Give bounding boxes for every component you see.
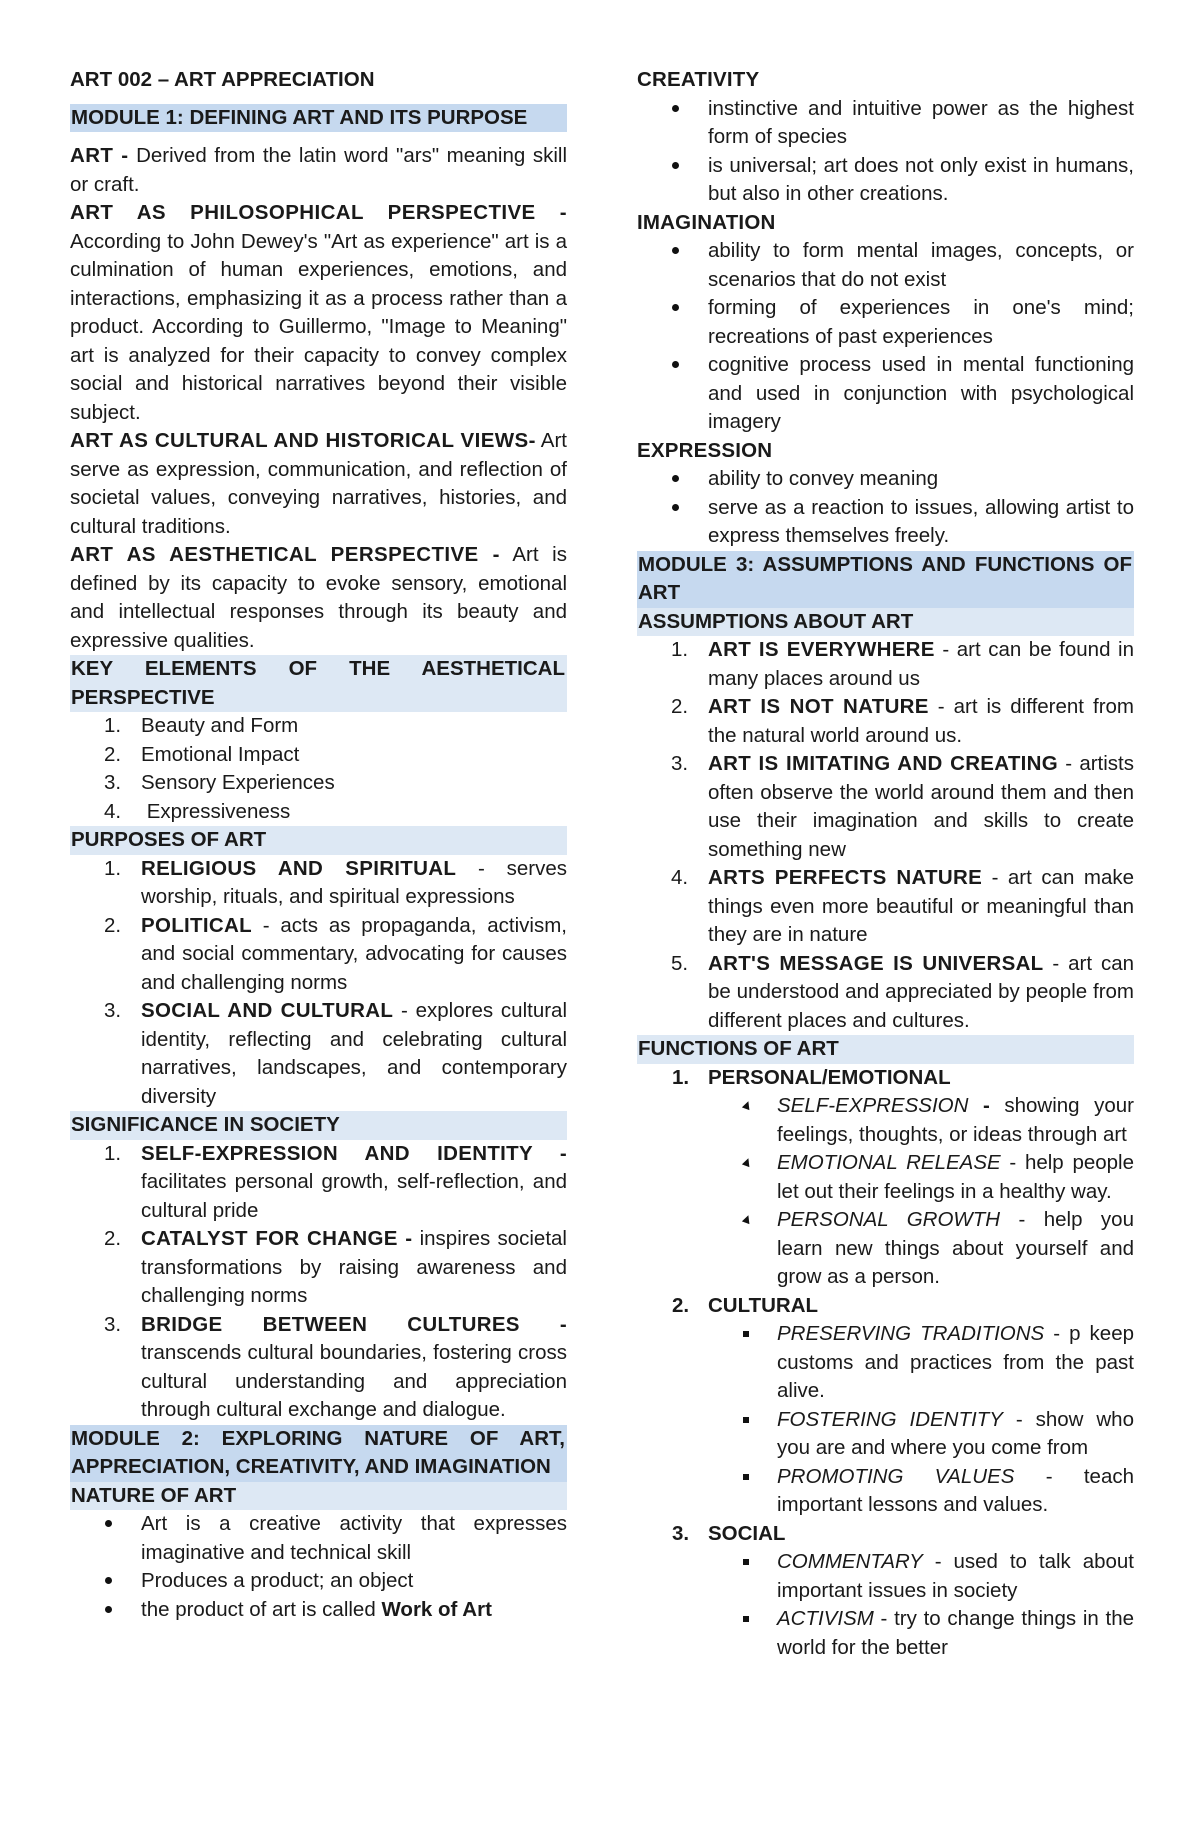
list-item: serve as a reaction to issues, allowing artist to express themselves freely.: [637, 494, 1134, 551]
assumptions-heading: ASSUMPTIONS ABOUT ART: [637, 608, 1134, 637]
function-social: 3. SOCIAL: [672, 1521, 786, 1545]
creativity-list: [637, 95, 1134, 209]
list-item: Art is a creative activity that expresses imaginative and technical skill: [70, 1510, 567, 1567]
list-item: COMMENTARY - used to talk about important issues in society: [637, 1548, 1134, 1605]
arrow-bullet-icon: [742, 1100, 752, 1110]
list-item: 2. POLITICAL - acts as propaganda, activism, and social commentary, advocating for causes and challenging norms: [104, 913, 567, 994]
list-item: 1. Beauty and Form: [104, 714, 299, 737]
assumptions-list: [637, 636, 1134, 1035]
list-item: EMOTIONAL RELEASE - help people let out their feelings in a healthy way.: [637, 1149, 1134, 1206]
list-item: 1. RELIGIOUS AND SPIRITUAL - serves worship, rituals, and spiritual expressions: [104, 856, 567, 908]
list-item: FOSTERING IDENTITY - show who you are and where you come from: [637, 1406, 1134, 1463]
cultural-historical-views: ART AS CULTURAL AND HISTORICAL VIEWS- Art serve as expression, communication, and reflection of societal values, conveying narratives, histories, and cultural traditions.: [70, 429, 567, 538]
bullet-icon: [105, 1520, 112, 1527]
list-item: Produces a product; an object: [70, 1567, 567, 1596]
square-bullet-icon: [743, 1331, 749, 1337]
square-bullet-icon: [743, 1559, 749, 1565]
list-item: ability to convey meaning: [637, 465, 1134, 494]
bullet-icon: [672, 361, 679, 368]
module-1-heading: MODULE 1: DEFINING ART AND ITS PURPOSE: [70, 104, 567, 133]
imagination-list: [637, 237, 1134, 437]
list-item: 2. CATALYST FOR CHANGE - inspires societal transformations by raising awareness and challenging norms: [104, 1227, 567, 1307]
list-item: 2. Emotional Impact: [104, 742, 300, 766]
philosophical-perspective: ART AS PHILOSOPHICAL PERSPECTIVE - According to John Dewey's "Art as experience" art is a culmination of human experiences, emotions, and interactions, emphasizing it as a process rather than a product. According to Guillermo, "Image to Meaning" art is analyzed for their capacity to convey complex social and historical narratives beyond their visible subject.: [70, 201, 567, 424]
bullet-icon: [672, 304, 679, 311]
imagination-heading: IMAGINATION: [637, 210, 776, 234]
functions-heading: FUNCTIONS OF ART: [637, 1035, 1134, 1064]
list-item: 3. BRIDGE BETWEEN CULTURES - transcends cultural boundaries, fostering cross cultural understanding and appreciation through cultural exchange and dialogue.: [104, 1312, 567, 1421]
document-title: ART 002 – ART APPRECIATION: [70, 68, 375, 91]
key-elements-list: [70, 712, 567, 826]
bullet-icon: [672, 504, 679, 511]
expression-heading: EXPRESSION: [637, 438, 773, 462]
cultural-list: [637, 1320, 1134, 1520]
list-item: PRESERVING TRADITIONS - p keep customs and practices from the past alive.: [637, 1320, 1134, 1406]
list-item: ACTIVISM - try to change things in the world for the better: [637, 1605, 1134, 1662]
significance-list: [70, 1140, 567, 1425]
expression-list: [637, 465, 1134, 551]
nature-of-art-heading: NATURE OF ART: [70, 1482, 567, 1511]
square-bullet-icon: [743, 1417, 749, 1423]
list-item: SELF-EXPRESSION - showing your feelings, thoughts, or ideas through art: [637, 1092, 1134, 1149]
list-item: 5. ART'S MESSAGE IS UNIVERSAL - art can be understood and appreciated by people from different places and cultures.: [671, 951, 1134, 1032]
square-bullet-icon: [743, 1474, 749, 1480]
bullet-icon: [672, 162, 679, 169]
list-item: 4. Expressiveness: [104, 799, 291, 823]
right-column: [637, 66, 1134, 1662]
aesthetical-perspective: ART AS AESTHETICAL PERSPECTIVE - Art is defined by its capacity to evoke sensory, emotional and intellectual responses through its beauty and expressive qualities.: [70, 543, 567, 652]
list-item: forming of experiences in one's mind; recreations of past experiences: [637, 294, 1134, 351]
left-column: [70, 66, 567, 1624]
arrow-bullet-icon: [742, 1157, 752, 1167]
function-personal-emotional: 1. PERSONAL/EMOTIONAL: [672, 1065, 951, 1089]
list-item: 3. Sensory Experiences: [104, 771, 335, 794]
list-item: 3. ART IS IMITATING AND CREATING - artists often observe the world around them and then use their imagination and skills to create something new: [671, 752, 1134, 861]
list-item: 1. ART IS EVERYWHERE - art can be found in many places around us: [671, 638, 1134, 690]
bullet-icon: [672, 247, 679, 254]
list-item: is universal; art does not only exist in humans, but also in other creations.: [637, 152, 1134, 209]
social-list: [637, 1548, 1134, 1662]
module-2-heading: MODULE 2: EXPLORING NATURE OF ART, APPRECIATION, CREATIVITY, AND IMAGINATION: [70, 1425, 567, 1482]
list-item: the product of art is called Work of Art: [70, 1596, 567, 1625]
function-cultural: 2. CULTURAL: [672, 1293, 819, 1317]
purposes-list: [70, 855, 567, 1112]
purposes-heading: PURPOSES OF ART: [70, 826, 567, 855]
list-item: 2. ART IS NOT NATURE - art is different from the natural world around us.: [671, 695, 1135, 747]
list-item: cognitive process used in mental functioning and used in conjunction with psychological imagery: [637, 351, 1134, 437]
arrow-bullet-icon: [742, 1214, 752, 1224]
personal-emotional-list: [637, 1092, 1134, 1292]
list-item: PERSONAL GROWTH - help you learn new things about yourself and grow as a person.: [637, 1206, 1134, 1292]
bullet-icon: [672, 475, 679, 482]
significance-heading: SIGNIFICANCE IN SOCIETY: [70, 1111, 567, 1140]
list-item: PROMOTING VALUES - teach important lessons and values.: [637, 1463, 1134, 1520]
module-3-heading: MODULE 3: ASSUMPTIONS AND FUNCTIONS OF ART: [637, 551, 1134, 608]
list-item: ability to form mental images, concepts, or scenarios that do not exist: [637, 237, 1134, 294]
nature-of-art-list: [70, 1510, 567, 1624]
bullet-icon: [672, 105, 679, 112]
key-elements-heading: KEY ELEMENTS OF THE AESTHETICAL PERSPECTIVE: [70, 655, 567, 712]
list-item: instinctive and intuitive power as the highest form of species: [637, 95, 1134, 152]
list-item: 1. SELF-EXPRESSION AND IDENTITY - facilitates personal growth, self-reflection, and cultural pride: [104, 1141, 567, 1222]
square-bullet-icon: [743, 1616, 749, 1622]
bullet-icon: [105, 1606, 112, 1613]
creativity-heading: CREATIVITY: [637, 68, 760, 91]
art-definition: ART - Derived from the latin word "ars" meaning skill or craft.: [70, 144, 568, 196]
list-item: 3. SOCIAL AND CULTURAL - explores cultural identity, reflecting and celebrating cultural narratives, landscapes, and contemporary diversity: [104, 999, 567, 1108]
list-item: 4. ARTS PERFECTS NATURE - art can make things even more beautiful or meaningful than they are in nature: [671, 866, 1135, 946]
bullet-icon: [105, 1577, 112, 1584]
